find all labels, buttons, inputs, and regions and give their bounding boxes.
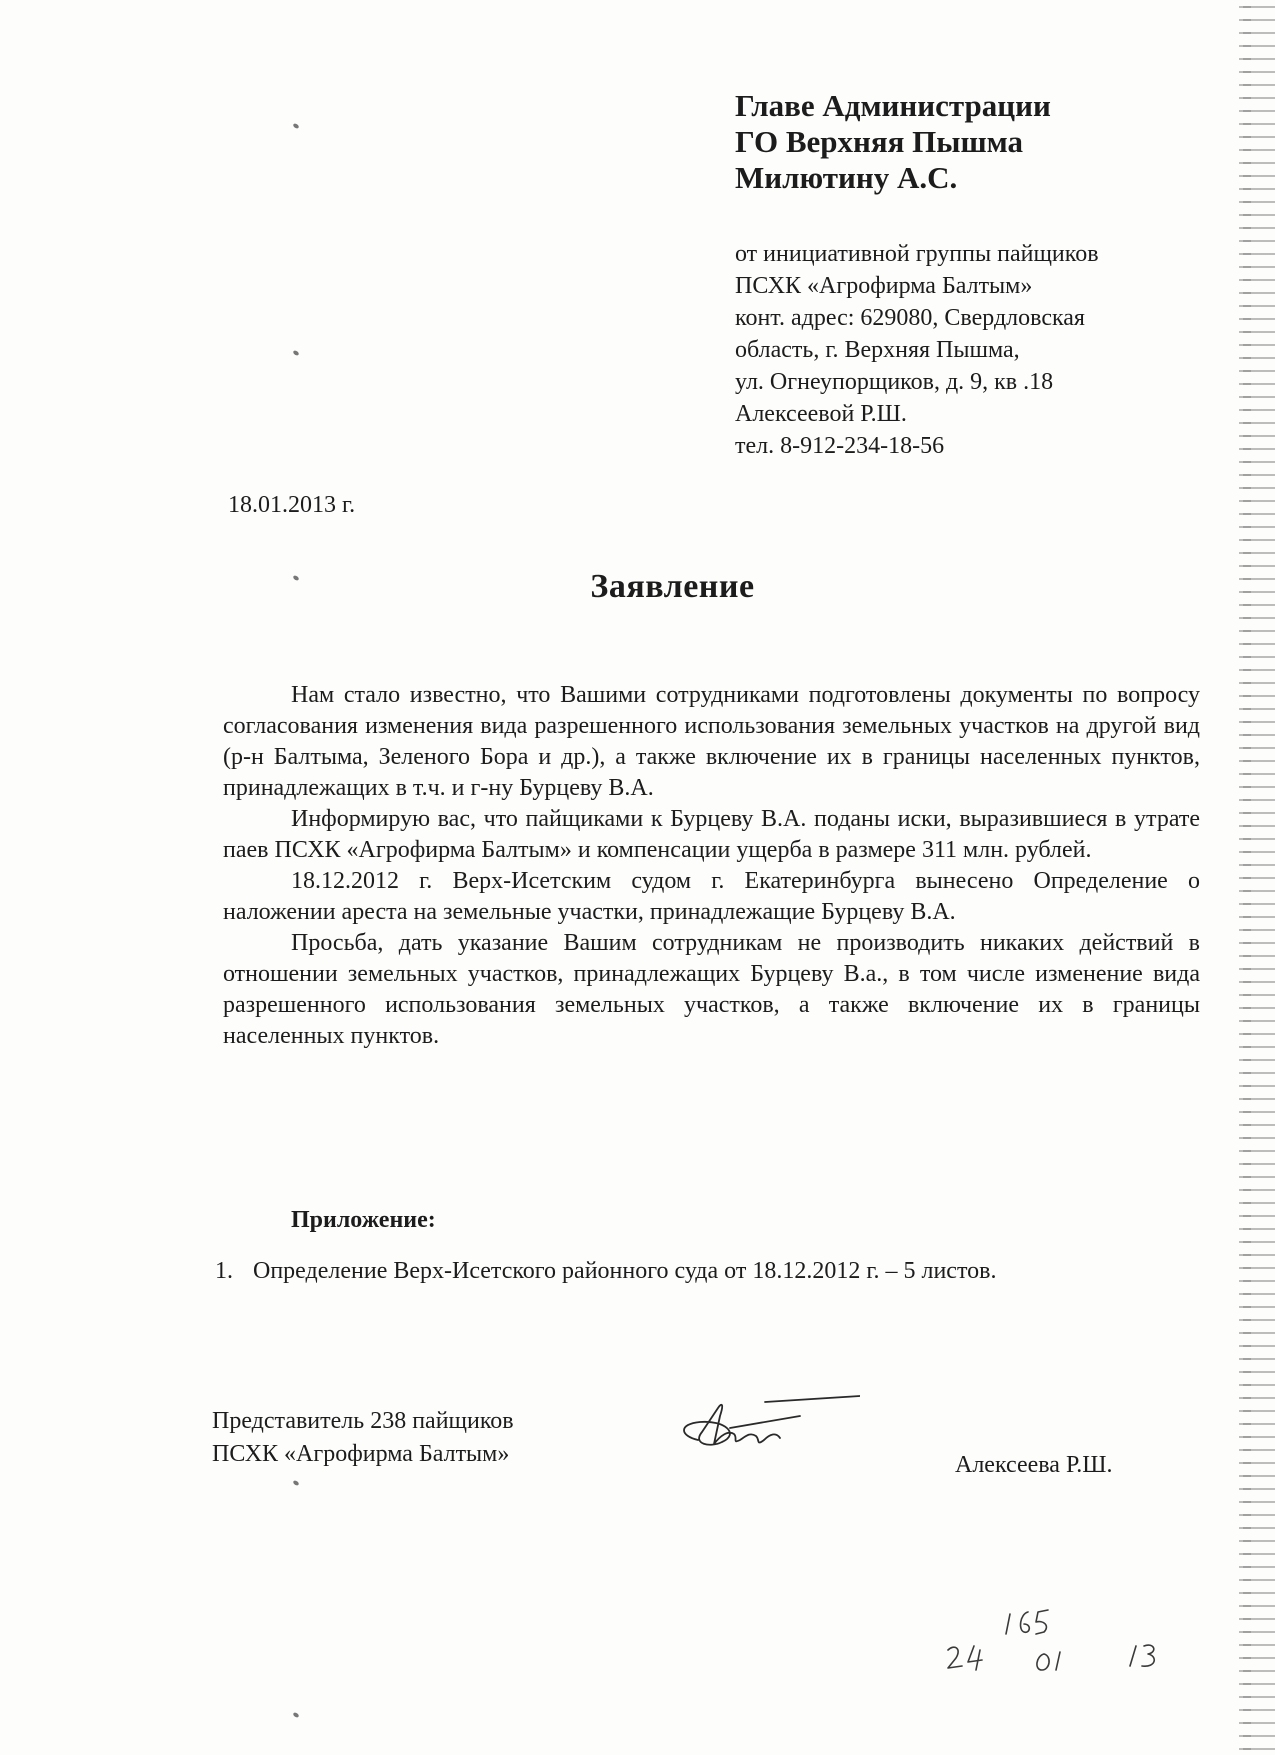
sender-line-6: Алексеевой Р.Ш. xyxy=(735,401,907,427)
addressee-line-3: Милютину А.С. xyxy=(735,160,958,195)
sender-line-3: конт. адрес: 629080, Свердловская xyxy=(735,305,1085,331)
scan-dot xyxy=(292,1712,299,1719)
signer-title xyxy=(212,1405,514,1471)
body-paragraph-2: Информирую вас, что пайщиками к Бурцеву В.А. поданы иски, выразившиеся в утрате паев ПСХК «Агрофирма Балтым» и компенсации ущерба в размере 311 млн. рублей. xyxy=(223,806,1200,863)
signer-name: Алексеева Р.Ш. xyxy=(955,1452,1113,1478)
attachment-item-number: 1. xyxy=(215,1258,233,1284)
scan-dot xyxy=(292,1480,299,1487)
scan-dot xyxy=(292,350,299,357)
handwritten-registration-note xyxy=(940,1600,1200,1680)
scan-dot xyxy=(292,123,299,130)
addressee-block xyxy=(735,88,1051,196)
signer-title-line-1: Представитель 238 пайщиков xyxy=(212,1408,514,1434)
sender-phone: тел. 8-912-234-18-56 xyxy=(735,433,945,459)
sender-line-1: от инициативной группы пайщиков xyxy=(735,241,1099,267)
sender-line-2: ПСХК «Агрофирма Балтым» xyxy=(735,273,1033,299)
document-title: Заявление xyxy=(590,568,755,605)
letter-date: 18.01.2013 г. xyxy=(228,492,356,518)
attachment-item-text: Определение Верх-Исетского районного суда от 18.12.2012 г. – 5 листов. xyxy=(253,1258,997,1284)
sender-line-4: область, г. Верхняя Пышма, xyxy=(735,337,1020,363)
body-paragraph-3: 18.12.2012 г. Верх-Исетским судом г. Екатеринбурга вынесено Определение о наложении ареста на земельные участки, принадлежащие Бурцеву В.А. xyxy=(223,868,1200,925)
body-paragraph-1: Нам стало известно, что Вашими сотрудниками подготовлены документы по вопросу согласования изменения вида разрешенного использования земельных участков на другой вид (р-н Балтыма, Зеленого Бора и др.), а также включение их в границы населенных пунктов, принадлежащих в т.ч. и г-ну Бурцеву В.А. xyxy=(223,682,1200,801)
signer-title-line-2: ПСХК «Агрофирма Балтым» xyxy=(212,1441,510,1467)
attachment-heading: Приложение: xyxy=(291,1207,436,1233)
scan-edge-artifact-inner xyxy=(1243,0,1251,1755)
letter-body xyxy=(223,680,1200,1052)
addressee-line-1: Главе Администрации xyxy=(735,88,1051,123)
sender-line-5: ул. Огнеупорщиков, д. 9, кв .18 xyxy=(735,369,1054,395)
addressee-line-2: ГО Верхняя Пышма xyxy=(735,124,1024,159)
body-paragraph-4: Просьба, дать указание Вашим сотрудникам не производить никаких действий в отношении земельных участков, принадлежащих Бурцеву В.а., в том числе изменение вида разрешенного использования земельных участков, а также включение их в границы населенных пунктов. xyxy=(223,930,1200,1049)
attachment-item xyxy=(215,1258,996,1285)
handwritten-signature xyxy=(670,1388,860,1468)
sender-block xyxy=(735,238,1099,462)
